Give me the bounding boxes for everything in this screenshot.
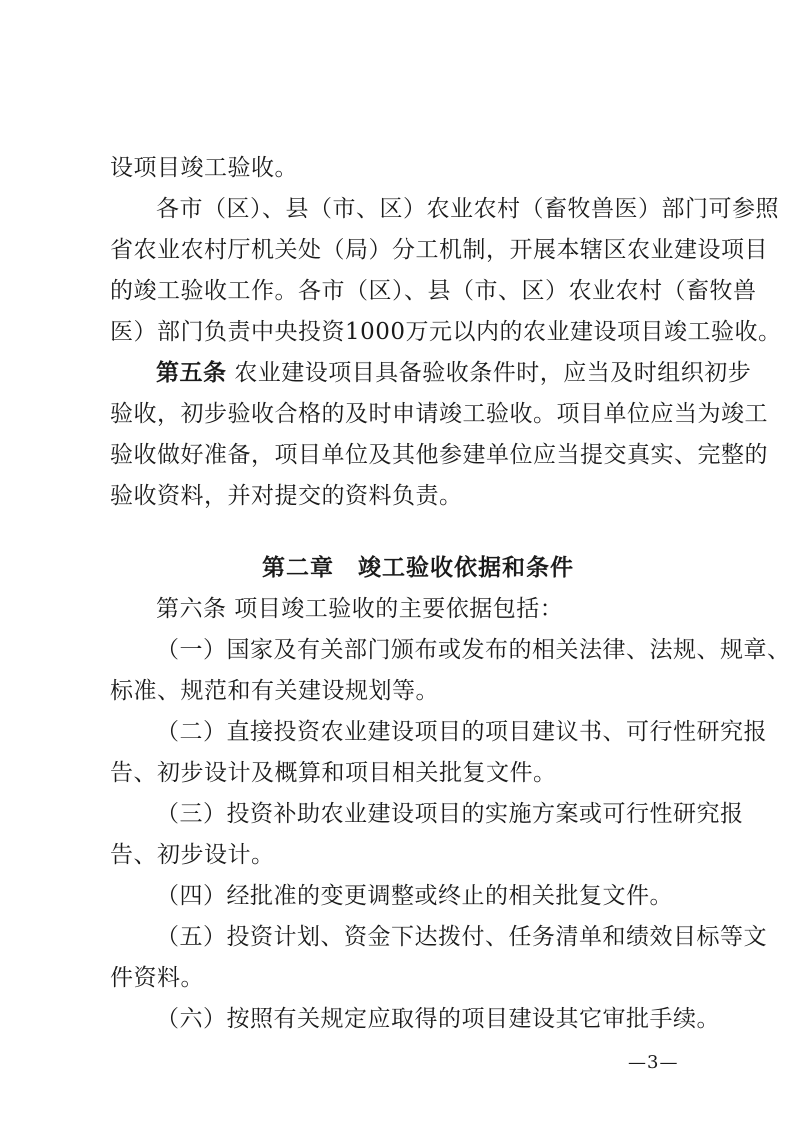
chapter-title: 竣工验收依据和条件 — [358, 555, 574, 581]
list-item-line: （二）直接投资农业建设项目的项目建议书、可行性研究报 — [156, 719, 767, 745]
paragraph-line: 验收，初步验收合格的及时申请竣工验收。项目单位应当为竣工 — [110, 401, 768, 427]
chapter-heading — [262, 553, 574, 583]
paragraph-line: 医）部门负责中央投资1000万元以内的农业建设项目竣工验收。 — [110, 319, 782, 345]
paragraph-line: 设项目竣工验收。 — [110, 155, 298, 181]
list-item-line: （一）国家及有关部门颁布或发布的相关法律、法规、规章、 — [156, 637, 791, 663]
paragraph-line: 各市（区）、县（市、区）农业农村（畜牧兽医）部门可参照 — [156, 196, 779, 222]
article-5-text: 农业建设项目具备验收条件时，应当及时组织初步 — [226, 360, 752, 386]
list-item-line: （四）经批准的变更调整或终止的相关批复文件。 — [156, 883, 673, 909]
list-item-line: （三）投资补助农业建设项目的实施方案或可行性研究报 — [156, 801, 744, 827]
list-item-line: 告、初步设计及概算和项目相关批复文件。 — [110, 760, 557, 786]
list-item-line: 件资料。 — [110, 965, 204, 991]
article-5-label: 第五条 — [156, 360, 227, 386]
chapter-number: 第二章 — [262, 555, 334, 581]
list-item-line: 标准、规范和有关建设规划等。 — [110, 678, 439, 704]
list-item-line: （五）投资计划、资金下达拨付、任务清单和绩效目标等文 — [156, 924, 767, 950]
paragraph-line: 省农业农村厅机关处（局）分工机制，开展本辖区农业建设项目 — [110, 237, 768, 263]
list-item-line: （六）按照有关规定应取得的项目建设其它审批手续。 — [156, 1006, 720, 1032]
article-5-line — [156, 358, 751, 388]
paragraph-line: 验收做好准备，项目单位及其他参建单位应当提交真实、完整的 — [110, 442, 768, 468]
page-number: —3— — [628, 1052, 679, 1073]
paragraph-line: 的竣工验收工作。各市（区）、县（市、区）农业农村（畜牧兽 — [110, 278, 757, 304]
article-6-line: 第六条 项目竣工验收的主要依据包括： — [156, 596, 564, 622]
paragraph-line: 验收资料，并对提交的资料负责。 — [110, 483, 463, 509]
list-item-line: 告、初步设计。 — [110, 842, 275, 868]
